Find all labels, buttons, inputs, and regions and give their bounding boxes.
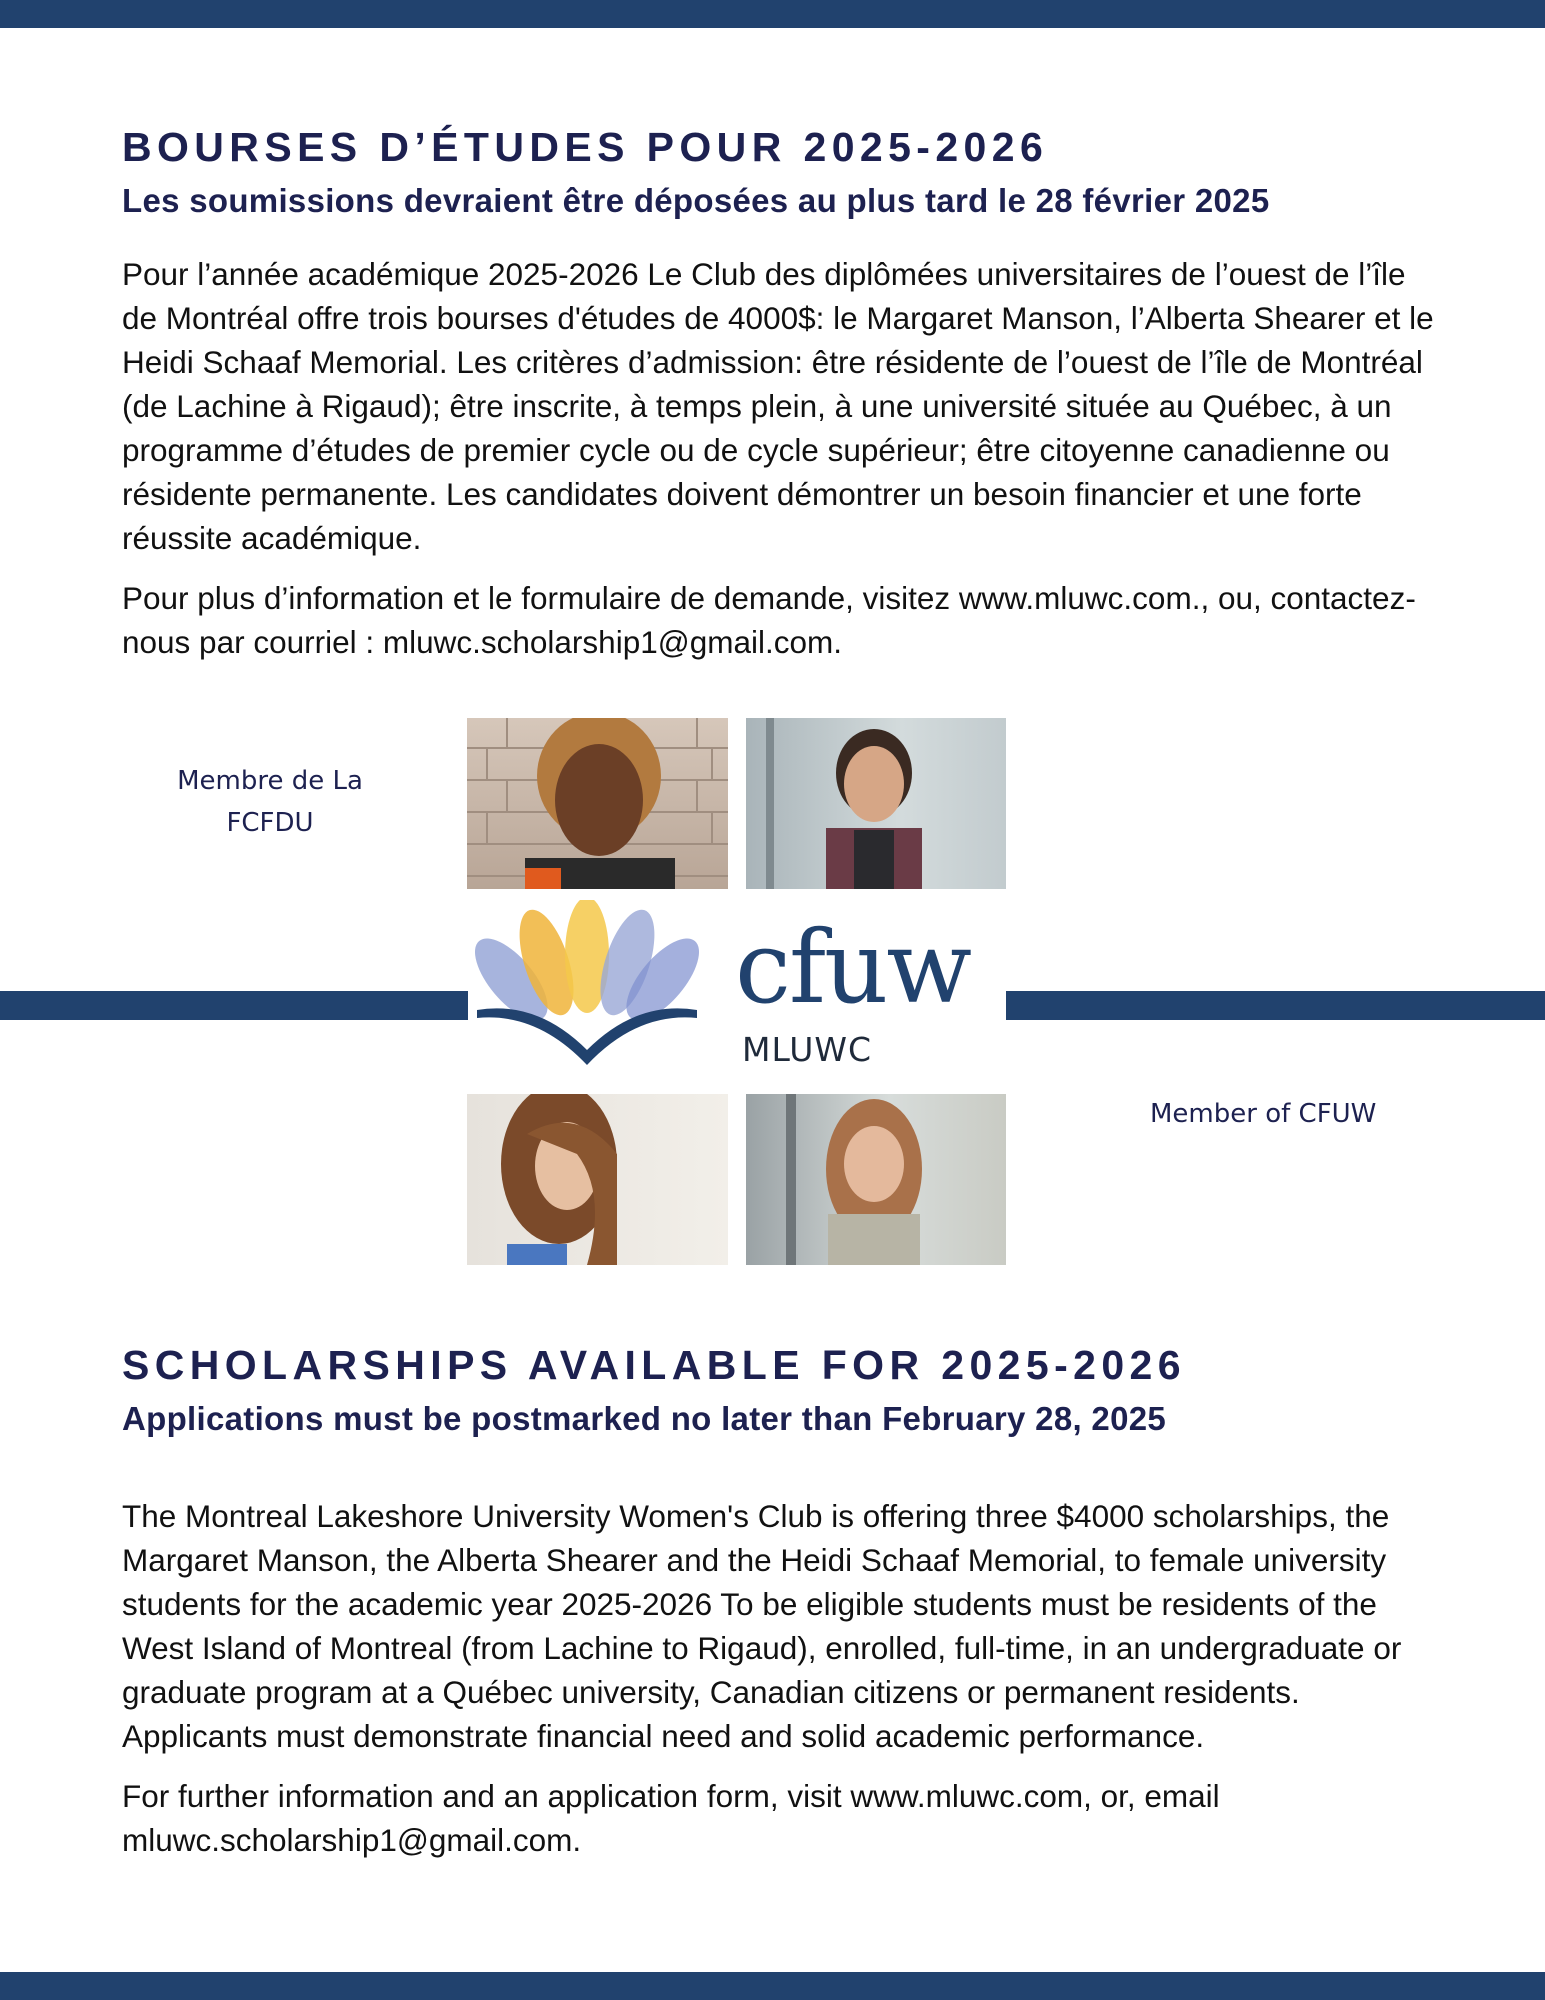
english-paragraph-contact: For further information and an application form, visit www.mluwc.com, or, email mluwc.scholarship1@gmail.com. (122, 1778, 1220, 1858)
french-paragraph-contact: Pour plus d’information et le formulaire de demande, visitez www.mluwc.com., ou, contactez-nous par courriel : mluwc.scholarship1@gmail.com. (122, 580, 1416, 660)
french-section (122, 118, 1442, 664)
middle-bar-left (0, 991, 468, 1020)
english-subheading: Applications must be postmarked no later than February 28, 2025 (122, 1400, 1167, 1437)
student-photo-3 (467, 1094, 728, 1265)
logo-subtitle: MLUWC (742, 1030, 873, 1069)
english-section (122, 1336, 1442, 1862)
french-heading: BOURSES D’ÉTUDES POUR 2025-2026 (122, 124, 1049, 170)
student-photo-1 (467, 718, 728, 889)
french-paragraph-criteria: Pour l’année académique 2025-2026 Le Club des diplômées universitaires de l’ouest de l’île de Montréal offre trois bourses d'études de 4000$: le Margaret Manson, l’Alberta Shearer et le Heidi Schaaf Memorial. Les critères d’admission: être résidente de l’ouest de l’île de Montréal (de Lachine à Rigaud); être inscrite, à temps plein, à une université située au Québec, à un programme d’études de premier cycle ou de cycle supérieur; être citoyenne canadienne ou résidente permanente. Les candidates doivent démontrer un besoin financier et une forte réussite académique. (122, 256, 1434, 556)
student-photo-4 (746, 1094, 1006, 1265)
cfuw-mluwc-logo (467, 900, 1006, 1085)
member-note-fr: Membre de La FCFDU (177, 766, 363, 838)
french-subheading: Les soumissions devraient être déposées au plus tard le 28 février 2025 (122, 182, 1270, 219)
middle-bar-right (1006, 991, 1545, 1020)
bottom-bar (0, 1972, 1545, 2000)
student-photo-2 (746, 718, 1006, 889)
english-heading: SCHOLARSHIPS AVAILABLE FOR 2025-2026 (122, 1342, 1186, 1388)
english-paragraph-criteria: The Montreal Lakeshore University Women's Club is offering three $4000 scholarships, the Margaret Manson, the Alberta Shearer and the Heidi Schaaf Memorial, to female university students for the academic year 2025-2026 To be eligible students must be residents of the West Island of Montreal (from Lachine to Rigaud), enrolled, full-time, in an undergraduate or graduate program at a Québec university, Canadian citizens or permanent residents. Applicants must demonstrate financial need and solid academic performance. (122, 1498, 1402, 1754)
top-bar (0, 0, 1545, 28)
logo-wordmark: cfuw (735, 909, 971, 1026)
member-note-en: Member of CFUW (1150, 1099, 1377, 1129)
